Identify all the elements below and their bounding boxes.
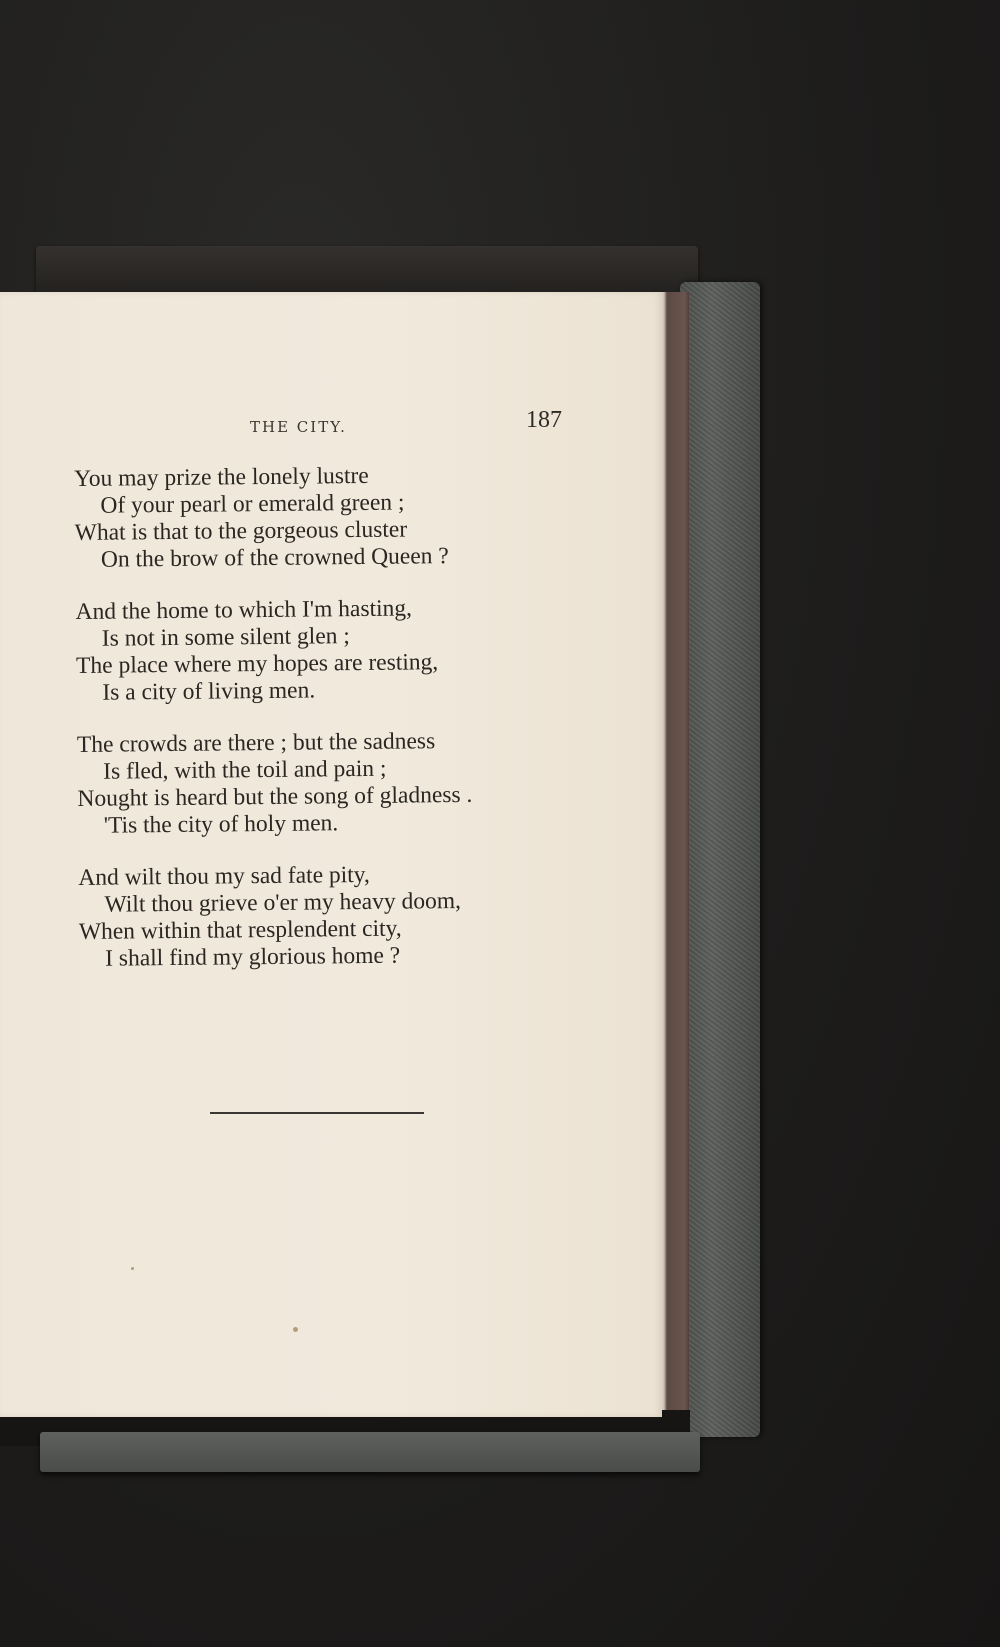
poem-line: 'Tis the city of holy men. bbox=[103, 810, 339, 839]
page-number: 187 bbox=[526, 407, 562, 433]
paper-speck bbox=[293, 1327, 298, 1332]
stanza bbox=[77, 726, 638, 840]
poem-line: What is that to the gorgeous cluster bbox=[74, 516, 408, 546]
running-head: THE CITY. bbox=[250, 418, 347, 436]
stanza bbox=[78, 859, 639, 973]
poem-line: You may prize the lonely lustre bbox=[74, 462, 369, 492]
poem bbox=[74, 460, 640, 998]
stanza bbox=[74, 460, 635, 574]
poem-line: When within that resplendent city, bbox=[78, 915, 402, 945]
paper-speck bbox=[131, 1267, 134, 1270]
poem-line: And wilt thou my sad fate pity, bbox=[78, 861, 370, 891]
poem-line: And the home to which I'm hasting, bbox=[75, 595, 413, 625]
poem-line: The place where my hopes are resting, bbox=[75, 649, 439, 679]
book-cover-top bbox=[36, 246, 698, 294]
poem-line: Wilt thou grieve o'er my heavy doom, bbox=[104, 887, 462, 918]
end-rule bbox=[210, 1112, 424, 1114]
poem-line: Is not in some silent glen ; bbox=[101, 623, 350, 652]
poem-line: Is fled, with the toil and pain ; bbox=[103, 755, 387, 785]
poem-line: Of your pearl or emerald green ; bbox=[100, 489, 405, 519]
poem-line: The crowds are there ; but the sadness bbox=[76, 728, 436, 758]
book-spine bbox=[680, 282, 760, 1437]
poem-line: Is a city of living men. bbox=[102, 677, 316, 706]
book-cover-bottom bbox=[40, 1432, 700, 1472]
poem-line: Nought is heard but the song of gladness . bbox=[77, 781, 473, 812]
poem-line: I shall find my glorious home ? bbox=[105, 942, 401, 972]
poem-line: On the brow of the crowned Queen ? bbox=[100, 543, 449, 573]
stanza bbox=[75, 593, 636, 707]
